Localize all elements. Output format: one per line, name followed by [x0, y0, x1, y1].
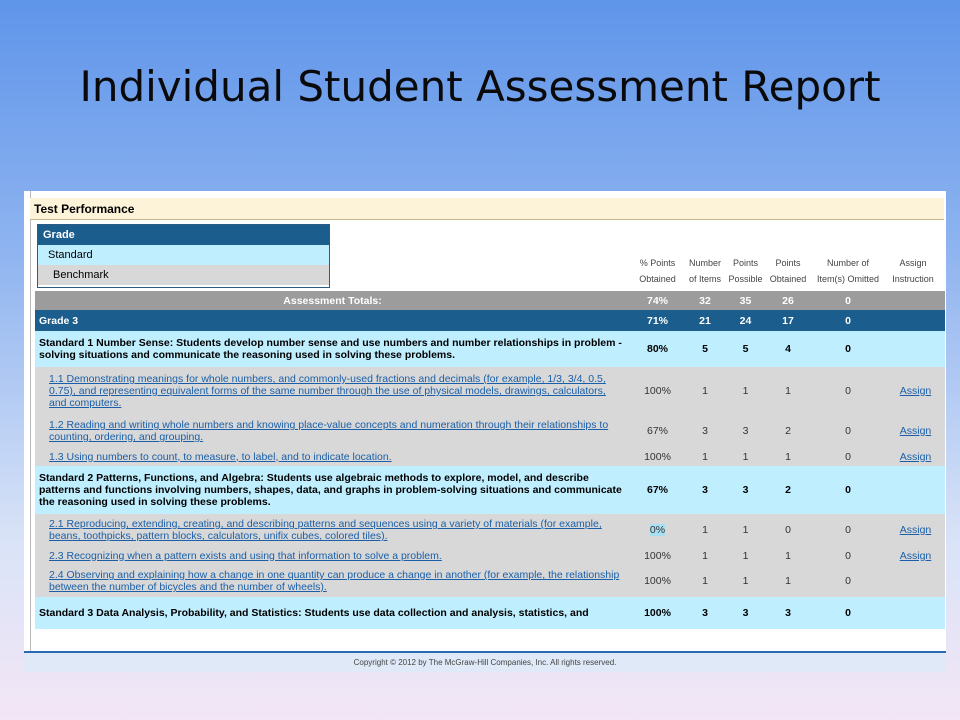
col-header-omitted: Number of Item(s) Omitted	[816, 258, 879, 284]
cell-obtained: 1	[766, 546, 810, 565]
table-row-standard[interactable]	[35, 597, 945, 629]
row-label: Standard 3 Data Analysis, Probability, and Statistics: Students use data collection and analysis, statistics, and	[35, 597, 630, 629]
cell-omitted: 0	[810, 597, 886, 629]
cell-omitted: 0	[810, 546, 886, 565]
cell-possible: 1	[725, 447, 766, 466]
cell-obtained: 1	[766, 447, 810, 466]
benchmark-link[interactable]: 1.3 Using numbers to count, to measure, to label, and to indicate location.	[49, 450, 392, 463]
cell-possible: 35	[725, 291, 766, 310]
frame-border	[30, 191, 31, 672]
cell-items: 32	[685, 291, 725, 310]
cell-possible: 5	[725, 331, 766, 367]
assign-link[interactable]: Assign	[899, 450, 932, 463]
col-header-pct: % Points Obtained	[639, 258, 676, 284]
cell-items: 3	[685, 466, 725, 514]
row-label: Standard 2 Patterns, Functions, and Algebra: Students use algebraic methods to explore, model, and describe patterns and functions involving numbers, shapes, data, and graphs in problem-solving situations and communicate the reasoning used in solving these problems.	[35, 466, 630, 514]
assign-link[interactable]: Assign	[899, 549, 932, 562]
cell-items: 1	[685, 565, 725, 597]
row-label: Grade 3	[35, 310, 630, 331]
cell-assign	[886, 331, 945, 367]
table-row-benchmark	[35, 514, 945, 546]
assign-link[interactable]: Assign	[899, 385, 932, 397]
cell-possible: 1	[725, 367, 766, 415]
cell-items: 5	[685, 331, 725, 367]
cell-assign	[886, 565, 945, 597]
cell-possible: 24	[725, 310, 766, 331]
cell-possible: 3	[725, 415, 766, 447]
cell-pct: 80%	[630, 331, 685, 367]
table-row-totals	[35, 291, 945, 310]
assessment-table	[35, 291, 945, 629]
cell-obtained: 3	[766, 597, 810, 629]
level-legend	[37, 224, 330, 288]
col-header-possible: Points Possible	[728, 258, 763, 284]
report-screenshot	[24, 191, 946, 672]
table-row-standard[interactable]	[35, 331, 945, 367]
cell-items: 1	[685, 367, 725, 415]
cell-obtained: 17	[766, 310, 810, 331]
table-row-grade[interactable]	[35, 310, 945, 331]
copyright-footer: Copyright © 2012 by The McGraw-Hill Companies, Inc. All rights reserved.	[24, 651, 946, 672]
cell-omitted: 0	[810, 447, 886, 466]
cell-pct: 100%	[630, 367, 685, 415]
legend-standard: Standard	[38, 245, 329, 265]
cell-obtained: 1	[766, 565, 810, 597]
cell-omitted: 0	[810, 514, 886, 546]
table-row-benchmark	[35, 546, 945, 565]
cell-omitted: 0	[810, 415, 886, 447]
table-row-standard[interactable]	[35, 466, 945, 514]
benchmark-link[interactable]: 2.3 Recognizing when a pattern exists and using that information to solve a problem.	[49, 549, 442, 562]
cell-pct: 74%	[630, 291, 685, 310]
cell-omitted: 0	[810, 565, 886, 597]
cell-assign	[886, 291, 945, 310]
cell-omitted: 0	[810, 367, 886, 415]
cell-assign	[886, 310, 945, 331]
cell-items: 1	[685, 514, 725, 546]
cell-pct: 100%	[630, 546, 685, 565]
cell-possible: 1	[725, 565, 766, 597]
cell-obtained: 4	[766, 331, 810, 367]
benchmark-link[interactable]: 1.2 Reading and writing whole numbers and knowing place-value concepts and numeration through their relationships to counting, ordering, and grouping.	[49, 419, 609, 443]
benchmark-link[interactable]: 2.1 Reproducing, extending, creating, and describing patterns and sequences using a variety of materials (for example, beans, toothpicks, pattern blocks, calculators, unifix cubes, colored tiles).	[49, 518, 602, 542]
cell-assign	[886, 597, 945, 629]
legend-benchmark: Benchmark	[38, 265, 329, 285]
cell-possible: 1	[725, 514, 766, 546]
cell-items: 1	[685, 546, 725, 565]
cell-obtained: 1	[766, 367, 810, 415]
assign-link[interactable]: Assign	[899, 425, 932, 437]
cell-possible: 3	[725, 597, 766, 629]
cell-pct: 67%	[630, 466, 685, 514]
cell-pct: 71%	[630, 310, 685, 331]
row-label: Standard 1 Number Sense: Students develop number sense and use numbers and number relationships in problem -solving situations and communicate the reasoning used in solving these problems.	[35, 331, 630, 367]
slide-title: Individual Student Assessment Report	[79, 62, 881, 111]
cell-items: 3	[685, 597, 725, 629]
cell-assign	[886, 466, 945, 514]
table-row-benchmark	[35, 447, 945, 466]
benchmark-link[interactable]: 1.1 Demonstrating meanings for whole numbers, and commonly-used fractions and decimals (for example, 1/3, 3/4, 0.5, 0.75), and representing equivalent forms of the same number through the use of physical models, drawings, calculators, and computers.	[49, 373, 606, 409]
benchmark-link[interactable]: 2.4 Observing and explaining how a change in one quantity can produce a change in another (for example, the relationship between the number of bicycles and the number of wheels).	[49, 569, 620, 593]
cell-items: 1	[685, 447, 725, 466]
panel-title: Test Performance	[30, 198, 944, 220]
cell-possible: 1	[725, 546, 766, 565]
cell-possible: 3	[725, 466, 766, 514]
table-row-benchmark	[35, 415, 945, 447]
cell-pct-highlighted: 0%	[649, 524, 666, 536]
cell-omitted: 0	[810, 466, 886, 514]
legend-grade: Grade	[38, 225, 329, 245]
row-label: Assessment Totals:	[35, 291, 630, 310]
cell-items: 21	[685, 310, 725, 331]
cell-pct: 67%	[630, 415, 685, 447]
cell-omitted: 0	[810, 331, 886, 367]
col-header-assign: Assign Instruction	[892, 258, 934, 284]
cell-items: 3	[685, 415, 725, 447]
cell-pct: 100%	[630, 447, 685, 466]
assign-link[interactable]: Assign	[899, 524, 932, 536]
cell-obtained: 26	[766, 291, 810, 310]
cell-omitted: 0	[810, 310, 886, 331]
cell-pct: 100%	[630, 565, 685, 597]
table-row-benchmark	[35, 367, 945, 415]
cell-obtained: 0	[766, 514, 810, 546]
cell-obtained: 2	[766, 415, 810, 447]
table-row-benchmark	[35, 565, 945, 597]
cell-obtained: 2	[766, 466, 810, 514]
cell-omitted: 0	[810, 291, 886, 310]
cell-pct: 100%	[630, 597, 685, 629]
col-header-obtained: Points Obtained	[769, 258, 807, 284]
col-header-items: Number of Items	[688, 258, 721, 284]
